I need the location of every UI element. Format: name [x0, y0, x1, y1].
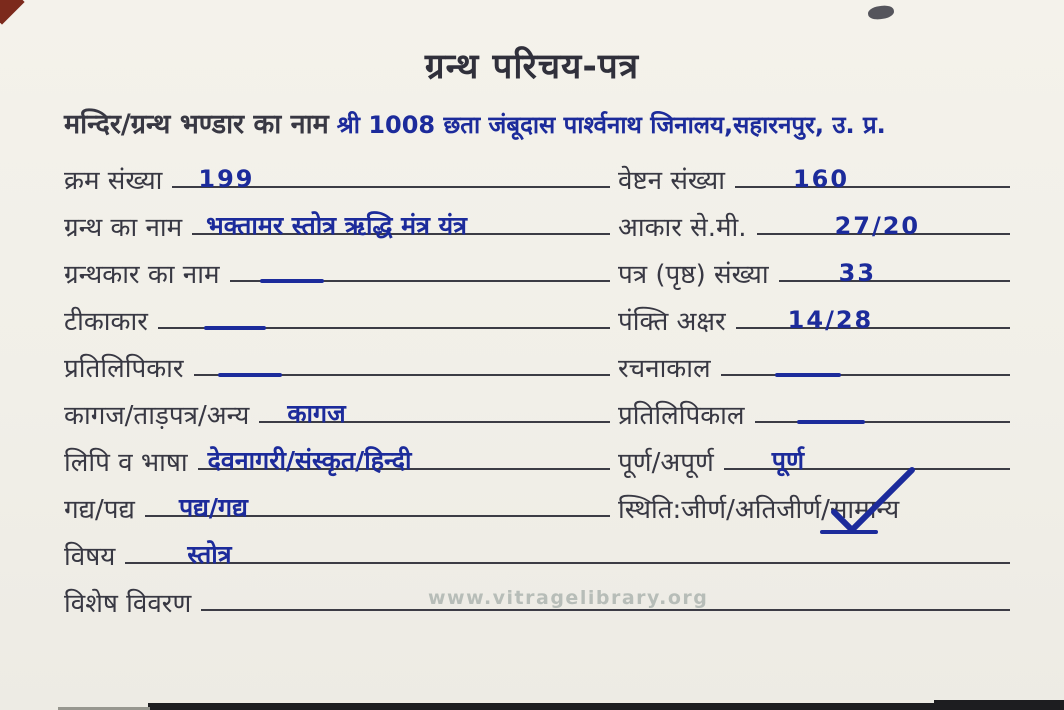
- ink-dash-mark: [218, 373, 282, 377]
- ruled-line: [735, 165, 1010, 194]
- form-row: [64, 388, 1012, 435]
- document-title: ग्रन्थ परिचय-पत्र: [424, 47, 640, 87]
- ruled-line: [757, 212, 1010, 241]
- field-label: पूर्ण/अपूर्ण: [618, 448, 714, 479]
- scan-artifact-bottom-right: [934, 700, 1064, 710]
- field-label: ग्रन्थ का नाम: [64, 213, 183, 244]
- field-serial-number: [64, 153, 618, 200]
- ruled-line: [145, 493, 610, 523]
- ruled-line: [724, 446, 1010, 476]
- ruled-line: [198, 446, 610, 476]
- field-value-handwritten: 160: [792, 165, 850, 194]
- ink-dash-mark: [260, 279, 324, 283]
- form-row: [64, 529, 1012, 576]
- field-label: प्रतिलिपिकार: [64, 354, 184, 385]
- ruled-line: [755, 421, 1010, 423]
- field-size-cm: [618, 200, 1012, 247]
- field-copy-date: [618, 388, 1012, 435]
- ruled-line: [172, 165, 610, 194]
- ink-dash-mark: [204, 326, 266, 330]
- field-page-count: [618, 247, 1012, 294]
- field-label: रचनाकाल: [618, 354, 711, 385]
- ruled-line: [125, 540, 1010, 570]
- form-row: [64, 153, 1012, 200]
- field-scribe: [64, 341, 618, 388]
- ruled-line: [158, 327, 610, 329]
- field-label: प्रतिलिपिकाल: [618, 401, 745, 432]
- field-prose-verse: [64, 482, 618, 529]
- form-row: [64, 294, 1012, 341]
- form-body: [64, 153, 1012, 623]
- field-label: मन्दिर/ग्रन्थ भण्डार का नाम: [64, 109, 329, 140]
- form-row: [64, 435, 1012, 482]
- field-label: पत्र (पृष्ठ) संख्या: [618, 260, 769, 291]
- field-label: सामान्य: [829, 495, 900, 526]
- field-value-handwritten: कागज: [287, 399, 346, 429]
- field-value-handwritten: पूर्ण: [771, 446, 805, 476]
- field-value-handwritten: पद्य/गद्य: [178, 493, 248, 523]
- website-watermark: www.vitragelibrary.org: [428, 587, 709, 609]
- ruled-line: [201, 609, 1010, 611]
- ruled-line: [194, 374, 610, 376]
- ink-dash-mark: [775, 373, 841, 377]
- field-label: लिपि व भाषा: [64, 448, 188, 479]
- field-subject: [64, 529, 1012, 576]
- field-label: क्रम संख्या: [64, 166, 163, 197]
- field-label: कागज/ताड़पत्र/अन्य: [64, 401, 250, 432]
- field-commentator: [64, 294, 618, 341]
- field-composition-date: [618, 341, 1012, 388]
- field-bundle-number: [618, 153, 1012, 200]
- field-label: पंक्ति अक्षर: [618, 307, 726, 338]
- field-temple-bhandar-name: [64, 109, 1044, 143]
- field-material: [64, 388, 618, 435]
- field-label: गद्य/पद्य: [64, 495, 135, 526]
- ruled-line: [259, 399, 610, 429]
- field-label: विषय: [64, 542, 116, 573]
- field-label: वेष्टन संख्या: [618, 166, 725, 197]
- ruled-line: [230, 280, 611, 282]
- form-row: [64, 341, 1012, 388]
- field-label: आकार से.मी.: [618, 213, 747, 244]
- form-row: [64, 200, 1012, 247]
- field-label: विशेष विवरण: [64, 589, 192, 620]
- field-script-language: [64, 435, 618, 482]
- ruled-line: [192, 211, 610, 241]
- field-manuscript-name: [64, 200, 618, 247]
- field-value-handwritten: श्री 1008 छता जंबूदास पार्श्वनाथ जिनालय,सहारनपुर, उ. प्र.: [336, 111, 886, 139]
- field-value-handwritten: 199: [198, 165, 255, 194]
- field-value-handwritten: 33: [838, 259, 877, 288]
- field-author-name: [64, 247, 618, 294]
- field-value-handwritten: 14/28: [787, 306, 874, 335]
- ink-dash-mark: [797, 420, 865, 424]
- condition-checked-option: [830, 496, 899, 529]
- field-value-handwritten: 27/20: [834, 212, 921, 241]
- field-label: ग्रन्थकार का नाम: [64, 260, 220, 291]
- field-value-handwritten: भक्तामर स्तोत्र ऋद्धि मंत्र यंत्र: [206, 211, 467, 241]
- field-label: स्थिति:जीर्ण/अतिजीर्ण/: [618, 495, 830, 526]
- form-row: [64, 247, 1012, 294]
- form-row: [64, 482, 1012, 529]
- field-label: टीकाकार: [64, 307, 148, 338]
- field-lines-letters: [618, 294, 1012, 341]
- field-value-handwritten: स्तोत्र: [187, 540, 232, 570]
- ruled-line: [779, 259, 1010, 288]
- ruled-line: [721, 374, 1010, 376]
- field-complete-incomplete: [618, 435, 1012, 482]
- ruled-line: [736, 306, 1010, 335]
- scan-artifact-bottom-edge: [148, 703, 1064, 710]
- field-condition: [618, 482, 1012, 529]
- field-value-handwritten: देवनागरी/संस्कृत/हिन्दी: [207, 446, 412, 476]
